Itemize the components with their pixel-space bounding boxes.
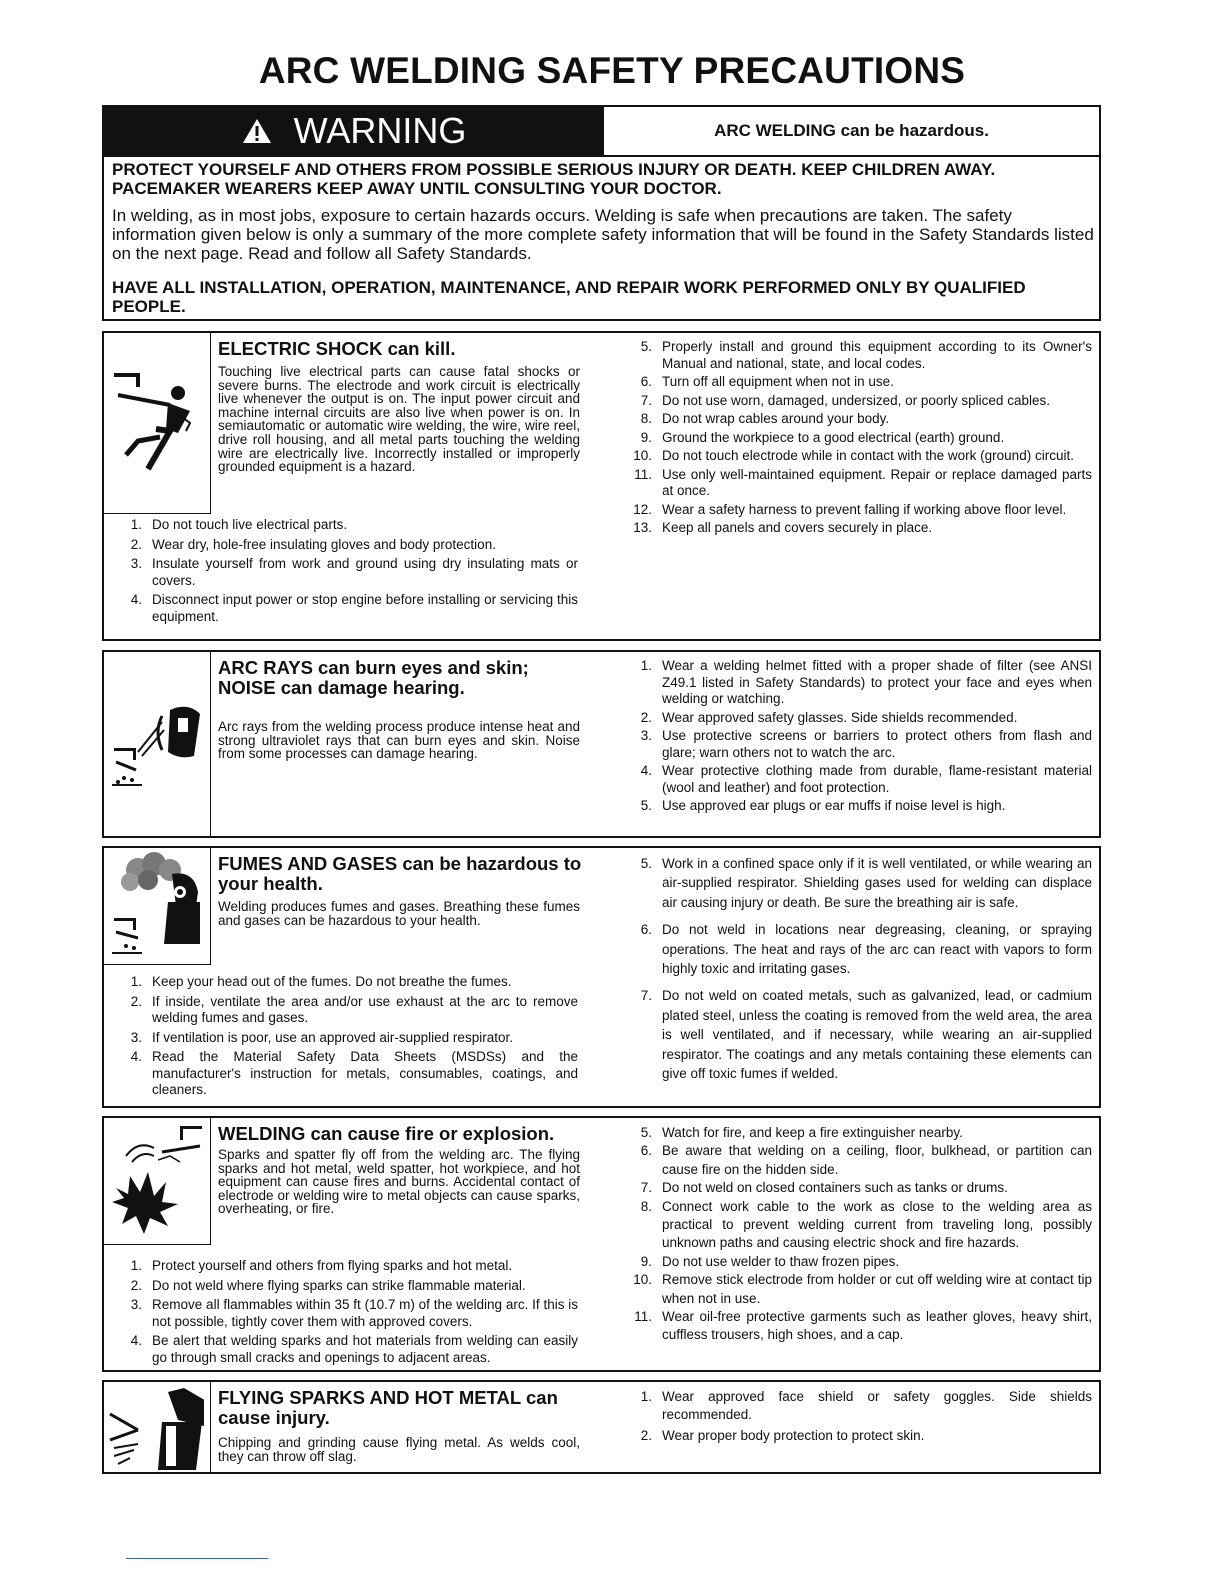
protect-statement: PROTECT YOURSELF AND OTHERS FROM POSSIBLE SERIOUS INJURY OR DEATH. KEEP CHILDREN AWAY. PACEMAKER WEARERS KEEP AWAY UNTIL CONSULTING YOUR DOCTOR. (112, 160, 996, 198)
list-item: 2. Wear dry, hole-free insulating gloves and body protection. (130, 536, 496, 552)
fire-list-left (112, 1258, 578, 1366)
list-item: 5. Properly install and ground this equipment according to its Owner's Manual and national, state, and local codes. (640, 339, 1092, 371)
shock-list-right (622, 339, 1092, 539)
list-item: 1. Keep your head out of the fumes. Do not breathe the fumes. (130, 974, 512, 989)
list-item: 8. Connect work cable to the work as close to the welding area as practical to prevent welding current from traveling long, possibly unknown paths and causing electric shock and fire hazards. (640, 1198, 1092, 1251)
list-item: 1. Do not touch live electrical parts. (130, 517, 348, 532)
fumes-icon (108, 852, 204, 960)
section-description: Welding produces fumes and gases. Breathing these fumes and gases can be hazardous to your health. (218, 899, 580, 928)
section-description: Arc rays from the welding process produce intense heat and strong ultraviolet rays that can burn eyes and skin. Noise from some processes can damage hearing. (218, 719, 580, 762)
warning-label: WARNING (293, 110, 467, 151)
shock-list-left (112, 517, 578, 625)
rays-list-right (622, 658, 1092, 817)
list-item: 6. Do not weld in locations near degreasing, cleaning, or spraying operations. The heat and rays of the arc can react with vapors to form highly toxic and irritating gases. (640, 922, 1092, 977)
section-arc-rays (102, 650, 1101, 838)
list-item: 9. Ground the workpiece to a good electrical (earth) ground. (640, 429, 1005, 445)
list-item: 4. Disconnect input power or stop engine before installing or servicing this equipment. (130, 592, 578, 624)
hazard-heading: ARC WELDING can be hazardous. (714, 121, 989, 140)
arc-rays-icon (108, 656, 204, 826)
list-item: 10. Remove stick electrode from holder or cut off welding wire at contact tip when not in use. (633, 1272, 1092, 1306)
list-item: 1. Wear approved face shield or safety goggles. Side shields recommended. (640, 1389, 1092, 1423)
list-item: 11. Use only well-maintained equipment. Repair or replace damaged parts at once. (634, 466, 1092, 498)
list-item: 2. Do not weld where flying sparks can strike flammable material. (130, 1277, 526, 1293)
list-item: 1. Protect yourself and others from flying sparks and hot metal. (130, 1258, 513, 1273)
list-item: 4. Read the Material Safety Data Sheets (MSDSs) and the manufacturer's instruction for metals, consumables, coatings, and cleaners. (130, 1049, 578, 1097)
list-item: 6. Turn off all equipment when not in use. (640, 374, 894, 389)
section-fire (102, 1116, 1101, 1372)
list-item: 4. Be alert that welding sparks and hot materials from welding can easily go through small cracks and openings to adjacent areas. (130, 1333, 578, 1365)
list-item: 13. Keep all panels and covers securely in place. (633, 520, 933, 535)
fire-explosion-icon (108, 1122, 204, 1238)
intro-paragraph: In welding, as in most jobs, exposure to certain hazards occurs. Welding is safe when precautions are taken. The safety information given below is only a summary of the more complete safety information that will be found in the Safety Standards listed on the next page. Read and follow all Safety Standards. (112, 206, 1094, 263)
list-item: 7. Do not weld on closed containers such as tanks or drums. (640, 1180, 1008, 1196)
fire-list-right (622, 1124, 1092, 1345)
list-item: 3. Insulate yourself from work and ground using dry insulating mats or covers. (130, 556, 578, 588)
section-description: Touching live electrical parts can cause fatal shocks or severe burns. The electrode and work circuit is electrically live whenever the output is on. The input power circuit and machine internal circuits are also live when power is on. In semiautomatic or automatic wire welding, the wire, wire reel, drive roll housing, and all metal parts touching the welding wire are electrically live. Incorrectly installed or improperly grounded equipment is a hazard. (218, 364, 580, 475)
page-title: ARC WELDING SAFETY PRECAUTIONS (258, 50, 966, 91)
list-item: 9. Do not use welder to thaw frozen pipes. (640, 1253, 900, 1269)
qualified-statement: HAVE ALL INSTALLATION, OPERATION, MAINTENANCE, AND REPAIR WORK PERFORMED ONLY BY QUALIFIED PEOPLE. (112, 278, 1026, 316)
warning-triangle-icon (242, 118, 272, 144)
list-item: 5. Work in a confined space only if it is well ventilated, or while wearing an air-supplied respirator. Shielding gases used for welding can displace air causing injury or death. Be sure the breathing air is safe. (640, 856, 1092, 910)
list-item: 3. If ventilation is poor, use an approved air-supplied respirator. (130, 1029, 513, 1045)
fumes-list-left (112, 974, 578, 1099)
list-item: 8. Do not wrap cables around your body. (640, 411, 890, 426)
fumes-list-right (622, 854, 1092, 1083)
section-flying-sparks (102, 1380, 1101, 1474)
list-item: 2. If inside, ventilate the area and/or use exhaust at the arc to remove welding fumes and gases. (130, 993, 578, 1025)
section-description: Chipping and grinding cause flying metal. As welds cool, they can throw off slag. (218, 1435, 580, 1464)
list-item: 1. Wear a welding helmet fitted with a proper shade of filter (see ANSI Z49.1 listed in Safety Standards) to protect your face and eyes when welding or watching. (640, 658, 1092, 706)
icon-cell (104, 652, 211, 838)
section-heading: FLYING SPARKS AND HOT METAL can cause injury. (218, 1387, 558, 1428)
list-item: 7. Do not weld on coated metals, such as galvanized, lead, or cadmium plated steel, unless the coating is removed from the weld area, the area is well ventilated, and if necessary, while wearing an air-supplied respirator. The coatings and any metals containing these elements can give off toxic fumes if welded. (640, 988, 1092, 1082)
section-electric-shock (102, 331, 1101, 641)
icon-cell (104, 333, 211, 514)
list-item: 4. Wear protective clothing made from durable, flame-resistant material (wool and leather) and foot protection. (640, 763, 1092, 795)
section-heading: FUMES AND GASES can be hazardous to your health. (218, 853, 582, 894)
list-item: 7. Do not use worn, damaged, undersized, or poorly spliced cables. (640, 392, 1050, 408)
list-item: 10. Do not touch electrode while in contact with the work (ground) circuit. (633, 448, 1074, 463)
list-item: 2. Wear approved safety glasses. Side shields recommended. (640, 709, 1018, 725)
warning-divider (104, 155, 1099, 157)
icon-cell (104, 1382, 211, 1474)
icon-cell (104, 1118, 211, 1245)
list-item: 12. Wear a safety harness to prevent falling if working above floor level. (633, 501, 1067, 517)
section-description: Sparks and spatter fly off from the welding arc. The flying sparks and hot metal, weld spatter, hot workpiece, and hot equipment can cause fires and burns. Accidental contact of electrode or welding wire to metal objects can cause sparks, overheating, or fire. (218, 1147, 580, 1217)
electric-shock-icon (108, 337, 204, 507)
icon-cell (104, 848, 211, 965)
section-fumes (102, 846, 1101, 1108)
section-heading: ARC RAYS can burn eyes and skin; NOISE can damage hearing. (218, 657, 529, 698)
warning-box (102, 105, 1101, 321)
flying-sparks-icon (108, 1386, 204, 1472)
list-item: 11. Wear oil-free protective garments such as leather gloves, heavy shirt, cuffless trousers, high shoes, and a cap. (634, 1309, 1092, 1343)
section-heading: ELECTRIC SHOCK can kill. (218, 338, 456, 359)
list-item: 3. Remove all flammables within 35 ft (10.7 m) of the welding arc. If this is not possible, tightly cover them with approved covers. (130, 1297, 578, 1329)
warning-banner (104, 107, 604, 155)
sparks-list-right (622, 1388, 1092, 1445)
list-item: 5. Watch for fire, and keep a fire extinguisher nearby. (640, 1125, 963, 1140)
list-item: 2. Wear proper body protection to protect skin. (640, 1427, 925, 1443)
list-item: 3. Use protective screens or barriers to protect others from flash and glare; warn others not to watch the arc. (640, 728, 1092, 760)
list-item: 6. Be aware that welding on a ceiling, floor, bulkhead, or partition can cause fire on the hidden side. (640, 1143, 1092, 1177)
list-item: 5. Use approved ear plugs or ear muffs if noise level is high. (640, 798, 1006, 813)
footer-rule (126, 1558, 268, 1559)
section-heading: WELDING can cause fire or explosion. (218, 1123, 555, 1144)
